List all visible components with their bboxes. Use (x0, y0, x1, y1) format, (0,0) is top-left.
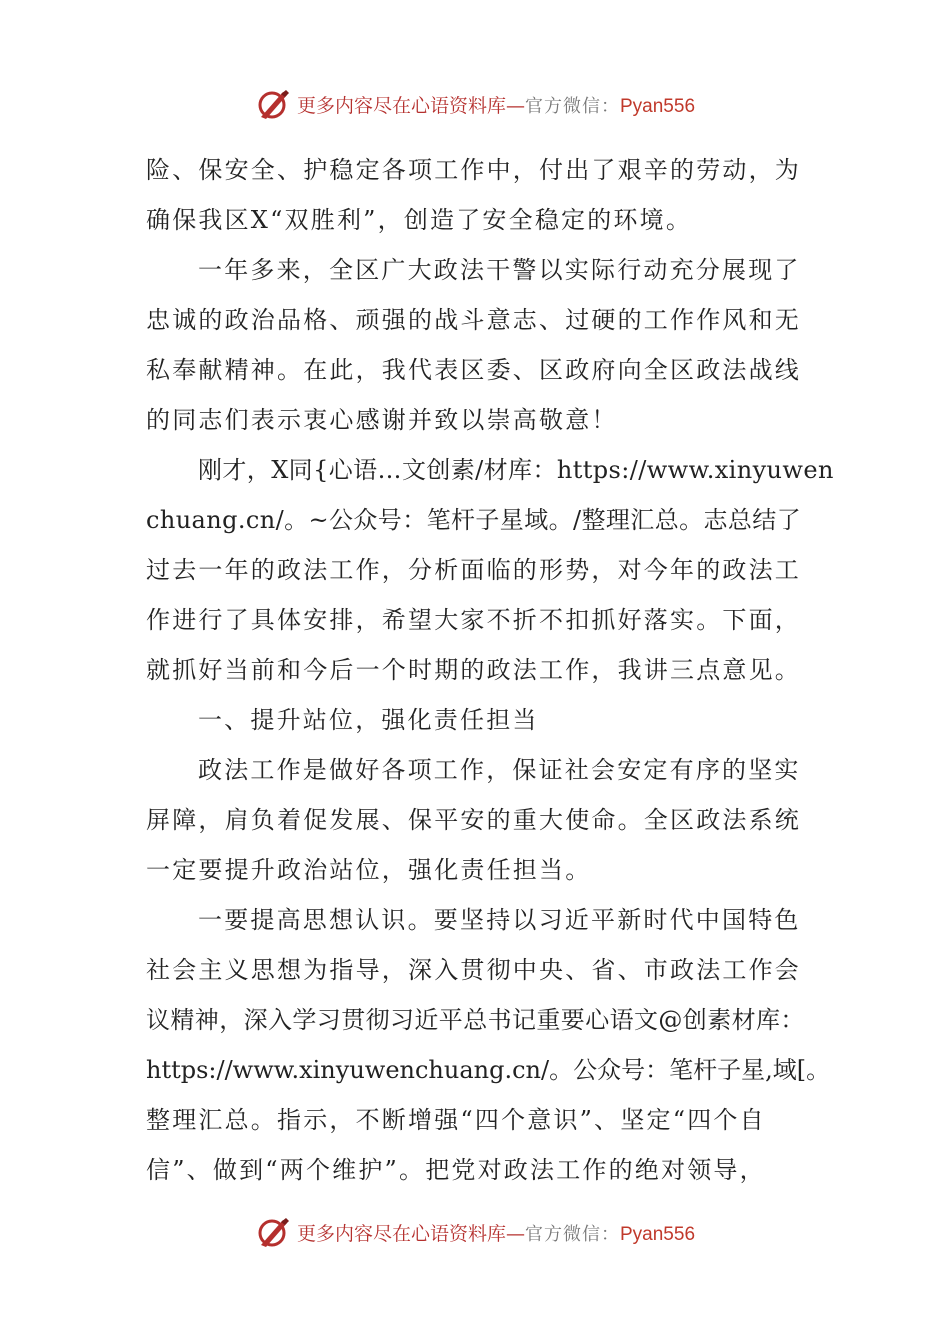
paragraph-start-line: 政法工作是做好各项工作，保证社会安定有序的坚实 (198, 756, 801, 784)
section-heading: 一、提升站位，强化责任担当 (198, 706, 539, 734)
text-line: 整理汇总。指示，不断增强“四个意识”、坚定“四个自 (146, 1106, 766, 1134)
text-line: 作进行了具体安排，希望大家不折不扣抓好落实。下面， (146, 606, 801, 634)
text-line: 屏障，肩负着促发展、保平安的重大使命。全区政法系统 (146, 806, 801, 834)
footer-wechat-label: 官方微信： (525, 1223, 620, 1245)
text-line: 就抓好当前和今后一个时期的政法工作，我讲三点意见。 (146, 656, 801, 684)
header-dash: — (506, 94, 525, 117)
header-text (297, 91, 695, 118)
footer-red-text: 更多内容尽在心语资料库 (296, 1222, 506, 1245)
header-banner (0, 82, 950, 126)
paragraph-start-line: 刚才，X同{心语…文创素/材库：https://www.xinyuwen (198, 456, 834, 484)
header-red-text: 更多内容尽在心语资料库 (296, 94, 506, 117)
footer-dash: — (506, 1222, 525, 1245)
text-line: 一定要提升政治站位，强化责任担当。 (146, 856, 592, 884)
header-wechat-id: Pyan556 (620, 95, 696, 117)
text-line: 险、保安全、护稳定各项工作中，付出了艰辛的劳动，为 (146, 156, 801, 184)
footer-banner (0, 1210, 950, 1254)
text-line: chuang.cn/。~公众号：笔杆子星域。/整理汇总。志总结了 (146, 506, 802, 534)
text-line: https://www.xinyuwenchuang.cn/。公众号：笔杆子星,域[。 (146, 1056, 831, 1084)
header-wechat-label: 官方微信： (525, 95, 620, 117)
paragraph-start-line: 一年多来，全区广大政法干警以实际行动充分展现了 (198, 256, 801, 284)
text-line: 议精神，深入学习贯彻习近平总书记重要心语文@创素材库： (146, 1006, 805, 1034)
pen-logo-icon (255, 1214, 291, 1250)
text-line: 信”、做到“两个维护”。把党对政法工作的绝对领导， (146, 1156, 766, 1184)
text-line: 社会主义思想为指导，深入贯彻中央、省、市政法工作会 (146, 956, 801, 984)
paragraph-start-line: 一要提高思想认识。要坚持以习近平新时代中国特色 (198, 906, 801, 934)
text-line: 私奉献精神。在此，我代表区委、区政府向全区政法战线 (146, 356, 801, 384)
text-line: 过去一年的政法工作，分析面临的形势，对今年的政法工 (146, 556, 801, 584)
text-line: 忠诚的政治品格、顽强的战斗意志、过硬的工作作风和无 (146, 306, 801, 334)
footer-wechat-id: Pyan556 (620, 1223, 696, 1245)
text-line: 确保我区X“双胜利”，创造了安全稳定的环境。 (146, 206, 693, 234)
footer-text (297, 1219, 695, 1246)
document-body (146, 145, 834, 1195)
pen-logo-icon (255, 86, 291, 122)
text-line: 的同志们表示衷心感谢并致以崇高敬意！ (146, 406, 618, 434)
